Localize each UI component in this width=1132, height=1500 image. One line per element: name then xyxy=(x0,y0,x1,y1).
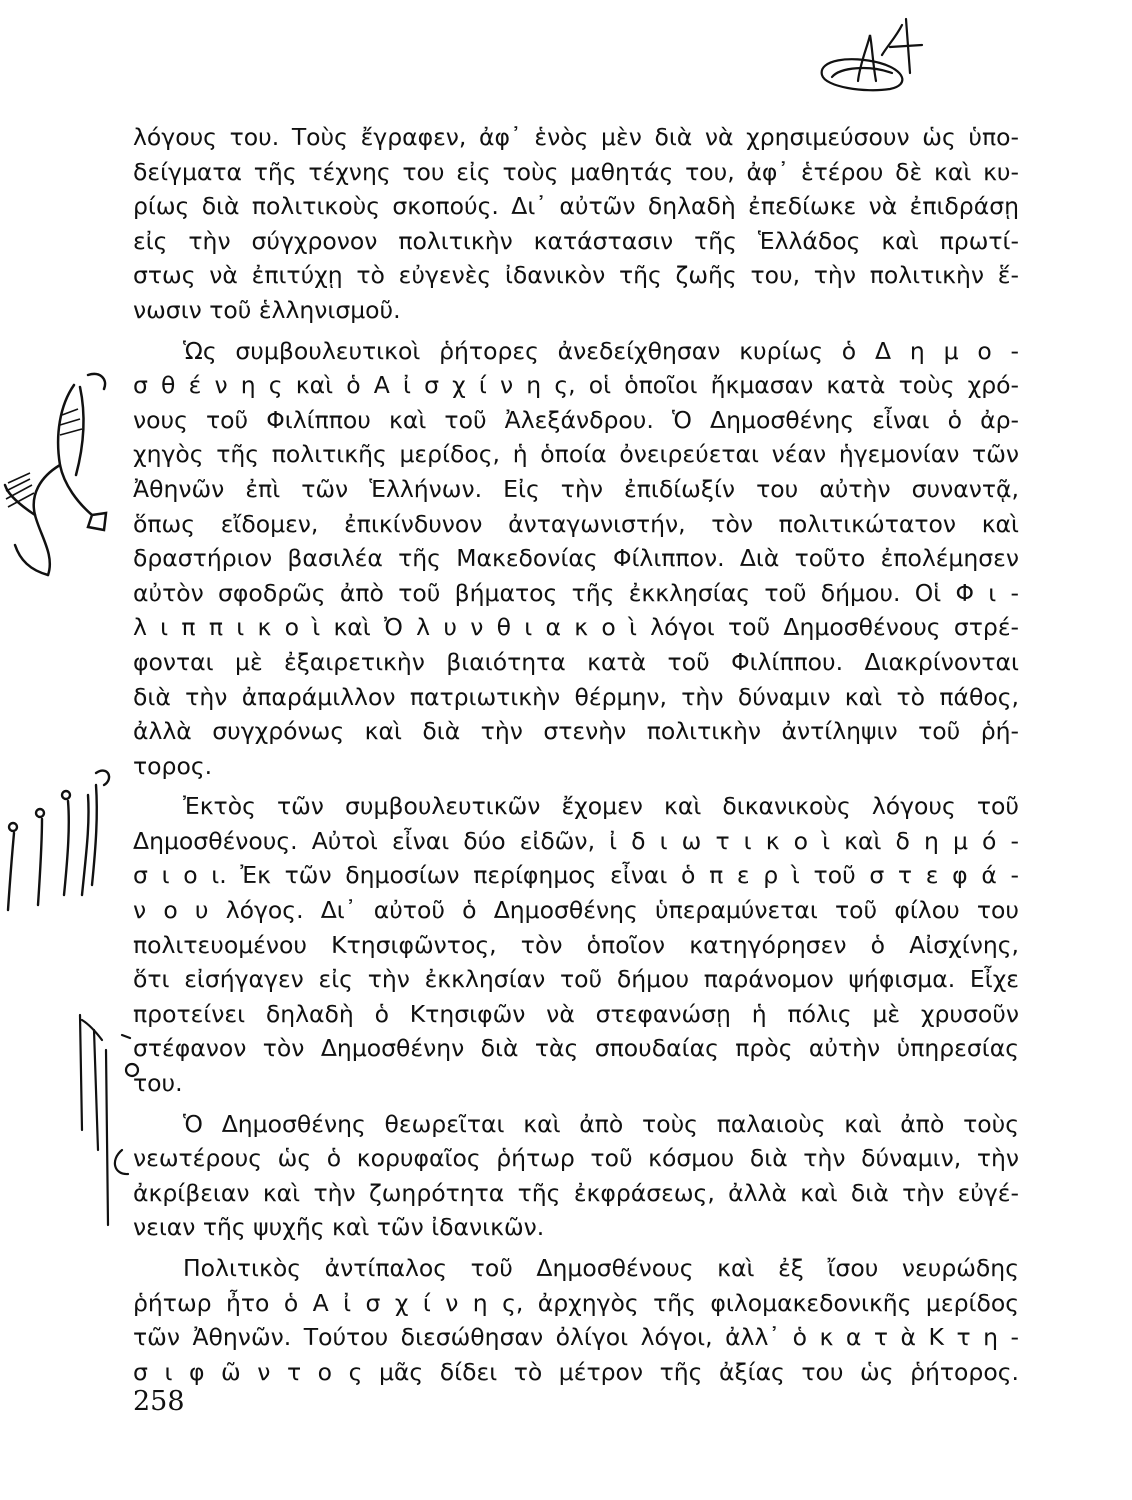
text-line: Ὁ Δημοσθένης θεωρεῖται καὶ ἀπὸ τοὺς παλαιοὺς καὶ ἀπὸ τοὺς xyxy=(183,1109,1019,1138)
text-line: εἰς τὴν σύγχρονον πολιτικὴν κατάστασιν τῆς Ἑλλάδος καὶ πρωτί- xyxy=(133,226,1019,255)
paragraph xyxy=(133,120,1019,328)
text-line: δραστήριον βασιλέα τῆς Μακεδονίας Φίλιππον. Διὰ τοῦτο ἐπολέμησεν xyxy=(133,544,1019,573)
text-line: Ὡς συμβουλευτικοὶ ῥήτορες ἀνεδείχθησαν κυρίως ὁ Δ η μ ο - xyxy=(183,336,1019,365)
text-line: αὐτὸν σφοδρῶς ἀπὸ τοῦ βήματος τῆς ἐκκλησίας τοῦ δήμου. Οἱ Φ ι - xyxy=(133,578,1019,607)
text-line: ρίως διὰ πολιτικοὺς σκοπούς. Δι᾽ αὐτῶν δηλαδὴ ἐπεδίωκε νὰ ἐπιδράσῃ xyxy=(133,192,1019,221)
text-line: λόγους του. Τοὺς ἔγραφεν, ἀφ᾽ ἑνὸς μὲν διὰ νὰ χρησιμεύσουν ὡς ὑπο- xyxy=(133,123,1019,151)
text-line: νωσιν τοῦ ἑλληνισμοῦ. xyxy=(133,295,401,324)
paragraph xyxy=(133,789,1019,1100)
text-line: σ ι φ ῶ ν τ ο ς μᾶς δίδει τὸ μέτρον τῆς ἀξίας του ὡς ῥήτορος. xyxy=(133,1357,1019,1386)
signature-scribble xyxy=(810,15,930,100)
text-line: στως νὰ ἐπιτύχῃ τὸ εὐγενὲς ἰδανικὸν τῆς ζωῆς του, τὴν πολιτικὴν ἕ- xyxy=(133,261,1019,290)
text-line: Δημοσθένους. Αὐτοὶ εἶναι δύο εἰδῶν, ἰ δ ι ω τ ι κ ο ὶ καὶ δ η μ ό - xyxy=(133,826,1019,855)
text-line: ἀκρίβειαν καὶ τὴν ζωηρότητα τῆς ἐκφράσεως, ἀλλὰ καὶ διὰ τὴν εὐγέ- xyxy=(133,1178,1019,1207)
text-line: δείγματα τῆς τέχνης του εἰς τοὺς μαθητάς του, ἀφ᾽ ἑτέρου δὲ καὶ κυ- xyxy=(133,157,1019,186)
text-line: του. xyxy=(133,1069,183,1098)
text-line: Πολιτικὸς ἀντίπαλος τοῦ Δημοσθένους καὶ ἐξ ἴσου νευρώδης xyxy=(183,1254,1019,1282)
text-line: πολιτευομένου Κτησιφῶντος, τὸν ὁποῖον κατηγόρησεν ὁ Αἰσχίνης, xyxy=(133,930,1019,959)
text-line: Ἐκτὸς τῶν συμβουλευτικῶν ἔχομεν καὶ δικανικοὺς λόγους τοῦ xyxy=(183,792,1019,821)
text-line: νους τοῦ Φιλίππου καὶ τοῦ Ἀλεξάνδρου. Ὁ Δημοσθένης εἶναι ὁ ἀρ- xyxy=(133,405,1019,434)
paragraph xyxy=(133,1107,1019,1245)
text-line: ν ο υ λόγος. Δι᾽ αὐτοῦ ὁ Δημοσθένης ὑπεραμύνεται τοῦ φίλου του xyxy=(133,896,1019,925)
text-line: διὰ τὴν ἀπαράμιλλον πατριωτικὴν θέρμην, τὴν δύναμιν καὶ τὸ πάθος, xyxy=(133,682,1019,711)
text-line: νεωτέρους ὡς ὁ κορυφαῖος ῥήτωρ τοῦ κόσμου διὰ τὴν δύναμιν, τὴν xyxy=(133,1144,1019,1173)
text-line: φονται μὲ ἐξαιρετικὴν βιαιότητα κατὰ τοῦ Φιλίππου. Διακρίνονται xyxy=(133,647,1019,676)
figure-doodle xyxy=(0,365,125,595)
text-line: τορος. xyxy=(133,751,213,780)
text-line: νειαν τῆς ψυχῆς καὶ τῶν ἰδανικῶν. xyxy=(133,1213,545,1242)
text-line: ὅτι εἰσήγαγεν εἰς τὴν ἐκκλησίαν τοῦ δήμου παράνομον ψήφισμα. Εἶχε xyxy=(133,965,1019,994)
text-line: Ἀθηνῶν ἐπὶ τῶν Ἑλλήνων. Εἰς τὴν ἐπιδίωξίν του αὐτὴν συναντᾷ, xyxy=(133,474,1019,503)
text-line: προτείνει δηλαδὴ ὁ Κτησιφῶν νὰ στεφανώσῃ ἡ πόλις μὲ χρυσοῦν xyxy=(133,999,1019,1028)
bracket-doodle xyxy=(72,1010,142,1230)
text-line: ἀλλὰ συγχρόνως καὶ διὰ τὴν στενὴν πολιτικὴν ἀντίληψιν τοῦ ῥή- xyxy=(133,717,1019,746)
paragraph xyxy=(133,334,1019,784)
strokes-doodle xyxy=(0,755,120,915)
text-line: τῶν Ἀθηνῶν. Τούτου διεσώθησαν ὀλίγοι λόγοι, ἀλλ᾽ ὁ κ α τ ὰ Κ τ η - xyxy=(133,1323,1019,1352)
text-line: ῥήτωρ ἦτο ὁ Α ἰ σ χ ί ν η ς, ἀρχηγὸς τῆς φιλομακεδονικῆς μερίδος xyxy=(133,1288,1019,1317)
body-text xyxy=(133,120,1019,1389)
page-number: 258 xyxy=(133,1386,185,1417)
text-line: σ θ έ ν η ς καὶ ὁ Α ἰ σ χ ί ν η ς, οἱ ὁποῖοι ἤκμασαν κατὰ τοὺς χρό- xyxy=(133,371,1019,400)
paragraph xyxy=(133,1251,1019,1389)
text-line: στέφανον τὸν Δημοσθένην διὰ τὰς σπουδαίας πρὸς αὐτὴν ὑπηρεσίας xyxy=(133,1034,1019,1063)
text-line: ὅπως εἴδομεν, ἐπικίνδυνον ἀνταγωνιστήν, τὸν πολιτικώτατον καὶ xyxy=(133,509,1019,538)
text-line: λ ι π π ι κ ο ὶ καὶ Ὀ λ υ ν θ ι α κ ο ὶ λόγοι τοῦ Δημοσθένους στρέ- xyxy=(133,613,1019,642)
text-line: χηγὸς τῆς πολιτικῆς μερίδος, ἡ ὁποία ὀνειρεύεται νέαν ἡγεμονίαν τῶν xyxy=(133,440,1019,469)
text-line: σ ι ο ι. Ἐκ τῶν δημοσίων περίφημος εἶναι ὁ π ε ρ ὶ τοῦ σ τ ε φ ά - xyxy=(133,861,1019,890)
